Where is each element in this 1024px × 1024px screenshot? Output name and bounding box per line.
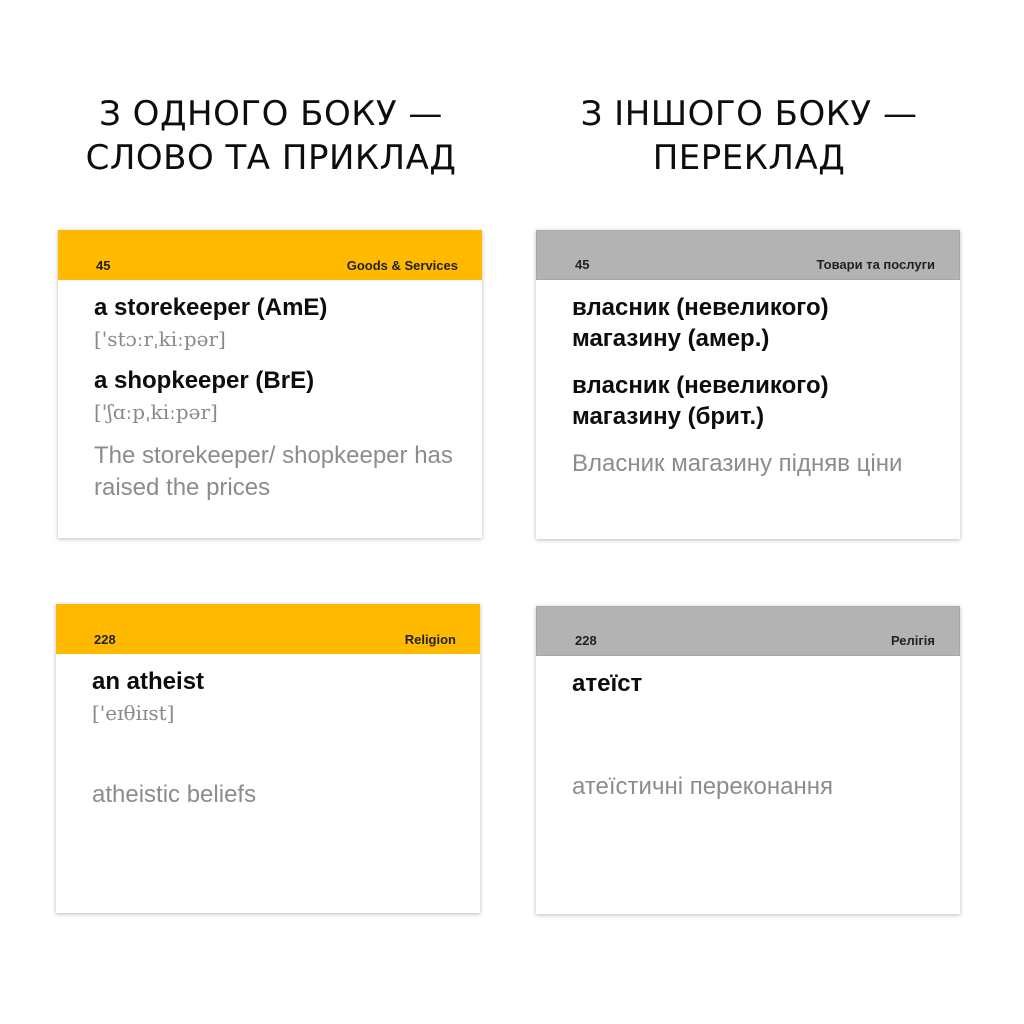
card-category: Товари та послуги bbox=[816, 257, 935, 272]
front-side-heading bbox=[36, 92, 506, 180]
back-side-heading bbox=[514, 92, 984, 180]
term-transcription: ['stɔːrˌkiːpər] bbox=[94, 327, 226, 351]
flashcard-back bbox=[536, 606, 960, 914]
card-header bbox=[536, 606, 960, 656]
term-word: a storekeeper (AmE) bbox=[94, 294, 328, 321]
card-header bbox=[536, 230, 960, 280]
flashcard-front bbox=[56, 604, 480, 913]
example-sentence: atheistic beliefs bbox=[92, 781, 257, 808]
heading-line: ПЕРЕКЛАД bbox=[652, 138, 846, 178]
heading-line: З ІНШОГО БОКУ — bbox=[580, 94, 918, 134]
card-body bbox=[58, 280, 482, 504]
card-number: 45 bbox=[96, 258, 111, 273]
card-body bbox=[536, 280, 960, 480]
card-category: Religion bbox=[404, 632, 456, 647]
translation: власник (невеликого) магазину (амер.) bbox=[572, 294, 829, 352]
term-word: an atheist bbox=[92, 668, 205, 695]
heading-line: З ОДНОГО БОКУ — bbox=[99, 94, 443, 134]
example-translation: атеїстичні переконання bbox=[572, 773, 833, 800]
example-translation: Власник магазину підняв ціни bbox=[572, 450, 903, 477]
card-category: Goods & Services bbox=[346, 258, 458, 273]
example-sentence: The storekeeper/ shopkeeper has raised the prices bbox=[94, 442, 453, 501]
card-category: Релігія bbox=[890, 633, 935, 648]
heading-line: СЛОВО ТА ПРИКЛАД bbox=[85, 138, 457, 178]
term-word: a shopkeeper (BrE) bbox=[94, 367, 315, 394]
card-header bbox=[56, 604, 480, 654]
card-body bbox=[536, 656, 960, 803]
card-header bbox=[58, 230, 482, 280]
flashcard-back bbox=[536, 230, 960, 539]
card-number: 228 bbox=[575, 633, 597, 648]
card-number: 228 bbox=[94, 632, 116, 647]
card-number: 45 bbox=[575, 257, 590, 272]
translation: власник (невеликого) магазину (брит.) bbox=[572, 372, 829, 430]
term-transcription: ['ʃɑːpˌkiːpər] bbox=[94, 400, 218, 424]
card-body bbox=[56, 654, 480, 811]
flashcard-front bbox=[58, 230, 482, 538]
translation: атеїст bbox=[572, 670, 643, 697]
term-transcription: ['eɪθiɪst] bbox=[92, 701, 175, 725]
